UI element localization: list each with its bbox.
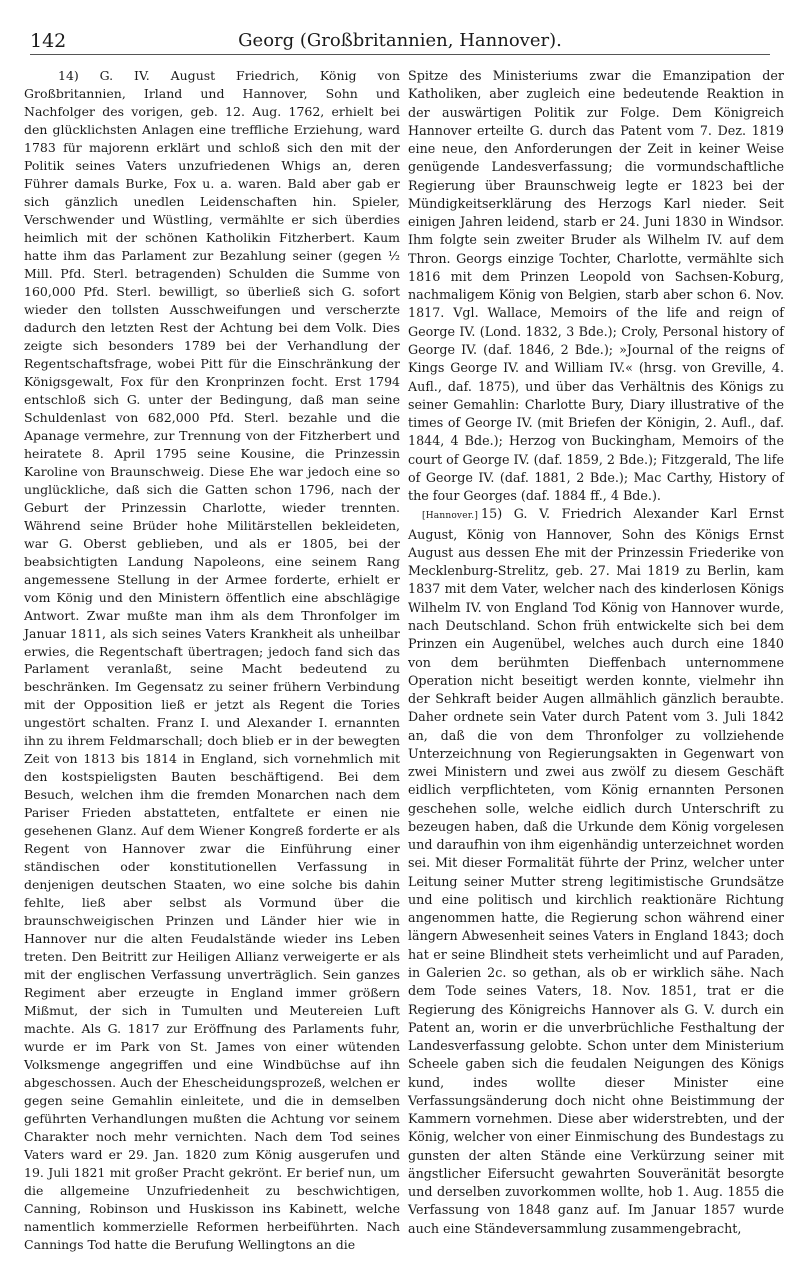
entry-georg-iv-continued: Spitze des Ministeriums zwar die Emanzipation der Katholiken, aber zugleich eine bedeutende Reaktion in der auswärtigen Politik zur Folge. Dem Königreich Hannover erteilte G. durch das Patent vom 7. Dez. 1819 eine neue, den Anforderungen der Zeit in keiner Weise genügende Landesverfassung; die vormundschaftliche Regierung über Braunschweig legte er 1823 bei der Mündigkeitserklärung des Herzogs Karl nieder. Seit einigen Jahren leidend, starb er 24. Juni 1830 in Windsor. Ihm folgte sein zweiter Bruder als Wilhelm IV. auf dem Thron. Georgs einzige Tochter, Charlotte, vermählte sich 1816 mit dem Prinzen Leopold von Sachsen-Koburg, nachmaligem König von Belgien, starb aber schon 6. Nov. 1817. Vgl. Wallace, Memoirs of the life and reign of George IV. (Lond. 1832, 3 Bde.); Croly, Personal history of George IV. (daf. 1846, 2 Bde.); »Journal of the reigns of Kings George IV. and William IV.« (hrsg. von Greville, 4. Aufl., daf. 1875), und über das Verhältnis des Königs zu seiner Gemahlin: Charlotte Bury, Diary illustrative of the times of George IV. (mit Briefen der Königin, 2. Aufl., daf. 1844, 4 Bde.); Herzog von Buckingham, Memoirs of the court of George IV. (daf. 1859, 2 Bde.); Fitzgerald, The life of George IV. (daf. 1881, 2 Bde.); Mac Carthy, History of the four Georges (daf. 1884 ff., 4 Bde.). [408,68,784,504]
left-column [24,67,400,1254]
page-title: Georg (Großbritannien, Hannover). [238,30,562,51]
entry-georg-v-text: 15) G. V. Friedrich Alexander Karl Ernst August, König von Hannover, Sohn des Königs Ernst August aus dessen Ehe mit der Prinzessin Friederike von Mecklenburg-Strelitz, geb. 27. Mai 1819 zu Berlin, kam 1837 mit dem Vater, welcher nach des kinderlosen Königs Wilhelm IV. von England Tod König von Hannover wurde, nach Deutschland. Schon früh entwickelte sich bei dem Prinzen ein Augenübel, welches auch durch eine 1840 von dem berühmten Dieffenbach unternommene Operation nicht beseitigt werden konnte, vielmehr ihn der Sehkraft beider Augen allmählich gänzlich beraubte. Daher ordnete sein Vater durch Patent vom 3. Juli 1842 an, daß die von dem Thronfolger zu vollziehende Unterzeichnung von Regierungsakten in Gegenwart von zwei Ministern und zwei aus zwölf zu diesem Geschäft eidlich verpflichteten, vom König ernannten Personen geschehen solle, welche eidlich durch Unterschrift zu bezeugen haben, daß die Urkunde dem König vorgelesen und daraufhin von ihm eigenhändig unterzeichnet worden sei. Mit dieser Formalität führte der Prinz, welcher unter Leitung seiner Mutter streng legitimistische Grundsätze und eine politisch und kirchlich reaktionäre Richtung angenommen hatte, die Regierung schon während einer längern Abwesenheit seines Vaters in England 1843; doch hat er seine Blindheit stets verheimlicht und auf Paraden, in Galerien 2c. so gethan, als ob er wirklich sähe. Nach dem Tode seines Vaters, 18. Nov. 1851, trat er die Regierung des Königreichs Hannover als G. V. durch ein Patent an, worin er die unverbrüchliche Festhaltung der Landesverfassung gelobte. Schon unter dem Ministerium Scheele gaben sich die feudalen Neigungen des Königs kund, indes wollte dieser Minister eine Verfassungsänderung doch nicht ohne Beistimmung der Kammern vornehmen. Diese aber widerstrebten, und der König, welcher von einer Einmischung des Bundestags zu gunsten der alten Stände eine Verkürzung seiner mit ängstlicher Eifersucht gewahrten Souveränität besorgte und derselben zuvorkommen wollte, hob 1. Aug. 1855 die Verfassung von 1848 ganz auf. Im Januar 1857 wurde auch eine Ständeversammlung zusammengebracht, [408,506,784,1236]
right-column [408,67,784,1238]
running-head [30,30,770,55]
margin-note-hannover: [Hannover.] [422,511,479,522]
page-number: 142 [30,30,67,52]
entry-georg-v [408,505,784,1238]
entry-georg-iv: 14) G. IV. August Friedrich, König von Großbritannien, Irland und Hannover, Sohn und Nachfolger des vorigen, geb. 12. Aug. 1762, erhielt bei den glücklichsten Anlagen eine treffliche Erziehung, ward 1783 für majorenn erklärt und schloß sich den mit der Politik seines Vaters unzufriedenen Whigs an, deren Führer damals Burke, Fox u. a. waren. Bald aber gab er sich gänzlich unedlen Leidenschaften hin. Spieler, Verschwender und Wüstling, vermählte er sich überdies heimlich mit der schönen Katholikin Fitzherbert. Kaum hatte ihm das Parlament zur Bezahlung seiner (gegen ½ Mill. Pfd. Sterl. betragenden) Schulden die Summe von 160,000 Pfd. Sterl. bewilligt, so überließ sich G. sofort wieder den tollsten Ausschweifungen und verscherzte dadurch den letzten Rest der Achtung bei dem Volk. Dies zeigte sich besonders 1789 bei der Verhandlung der Regentschaftsfrage, wobei Pitt für die Einschränkung der Königsgewalt, Fox für den Kronprinzen focht. Erst 1794 entschloß sich G. unter der Bedingung, daß man seine Schuldenlast von 682,000 Pfd. Sterl. bezahle und die Apanage vermehre, zur Trennung von der Fitzherbert und heiratete 8. April 1795 seine Kousine, die Prinzessin Karoline von Braunschweig. Diese Ehe war jedoch eine so unglückliche, daß sich die Gatten schon 1796, nach der Geburt der Prinzessin Charlotte, wieder trennten. Während seine Brüder hohe Militärstellen bekleideten, war G. Oberst geblieben, und als er 1805, bei der beabsichtigten Landung Napoleons, eine seinem Rang angemessene Stellung in der Armee forderte, erhielt er vom König und den Ministern öffentlich eine abschlägige Antwort. Zwar mußte man ihm als dem Thronfolger im Januar 1811, als sich seines Vaters Krankheit als unheilbar erwies, die Regentschaft übertragen; jedoch fand sich das Parlament veranlaßt, seine Macht bedeutend zu beschränken. Im Gegensatz zu seiner frühern Verbindung mit der Opposition ließ er jetzt als Regent die Tories ungestört schalten. Franz I. und Alexander I. ernannten ihn zu ihrem Feldmarschall; doch blieb er in der bewegten Zeit von 1813 bis 1814 in England, sich vornehmlich mit den kostspieligsten Bauten beschäftigend. Bei dem Besuch, welchen ihm die fremden Monarchen nach dem Pariser Frieden abstatteten, entfaltete er einen nie gesehenen Glanz. Auf dem Wiener Kongreß forderte er als Regent von Hannover zwar die Einführung einer ständischen oder konstitutionellen Verfassung in denjenigen deutschen Staaten, wo eine solche bis dahin fehlte, ließ aber selbst als Vormund über die braunschweigischen Prinzen und Länder hier wie in Hannover nur die alten Feudalstände wieder ins Leben treten. Den Beitritt zur Heiligen Allianz verweigerte er als mit der englischen Verfassung unverträglich. Sein ganzes Regiment aber erzeugte in England immer größern Mißmut, der sich in Tumulten und Meutereien Luft machte. Als G. 1817 zur Eröffnung des Parlaments fuhr, wurde er im Park von St. James von einer wütenden Volksmenge angegriffen und eine Windbüchse auf ihn abgeschossen. Auch der Ehescheidungsprozeß, welchen er gegen seine Gemahlin einleitete, und die in demselben geführten Verhandlungen mußten die Achtung vor seinem Charakter noch mehr vernichten. Nach dem Tod seines Vaters ward er 29. Jan. 1820 zum König ausgerufen und 19. Juli 1821 mit großer Pracht gekrönt. Er berief nun, um die allgemeine Unzufriedenheit zu beschwichtigen, Canning, Robinson und Huskisson ins Kabinett, welche namentlich kommerzielle Reformen herbeiführten. Nach Cannings Tod hatte die Berufung Wellingtons an die [24,68,400,1252]
